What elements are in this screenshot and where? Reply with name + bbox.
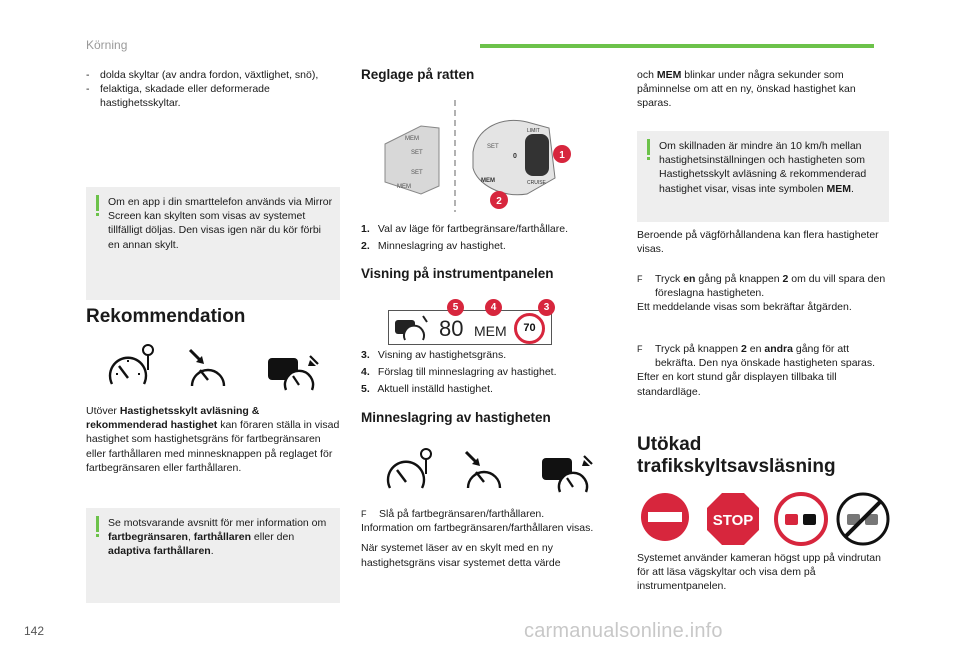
callout-3: 3 <box>538 299 555 316</box>
list-item: 2. Minneslagring av hastighet. <box>361 240 506 253</box>
list-item: - felaktiga, skadade eller deformerade hastighetsskyltar. <box>86 83 270 110</box>
heading-reglage: Reglage på ratten <box>361 67 475 82</box>
svg-text:STOP: STOP <box>712 512 754 529</box>
svg-text:2: 2 <box>496 196 502 207</box>
svg-text:SET: SET <box>487 144 499 150</box>
speed-limit-sign: 70 <box>514 313 545 344</box>
set-speed: 80 <box>439 316 464 341</box>
section-title: Körning <box>86 38 128 52</box>
svg-text:MEM: MEM <box>397 184 411 190</box>
svg-text:MEM: MEM <box>405 136 419 142</box>
svg-text:SET: SET <box>411 170 423 176</box>
svg-text:SET: SET <box>411 150 423 156</box>
info-icon <box>96 516 99 532</box>
camera-paragraph: Systemet använder kameran högst upp på vindrutan för att läsa vägskyltar och visa dem på instrumentpanelen. <box>637 552 881 593</box>
list-item: F Tryck på knappen 2 en andra gång för att bekräfta. Den nya önskade hastigheten sparas. <box>637 343 876 370</box>
stop-sign-icon <box>706 492 760 546</box>
end-no-overtaking-sign-icon <box>836 492 890 546</box>
stalk-legend <box>361 222 621 253</box>
confirm-speed-steps: F Tryck på knappen 2 en andra gång för att bekräfta. Den nya önskade hastigheten sparas. Efter en kort stund går displayen tillbaka till standardläge. <box>637 342 889 399</box>
svg-text:LIMIT: LIMIT <box>527 128 540 134</box>
note-mirror-screen: Om en app i din smarttelefon används via Mirror Screen kan skylten som visas av systemet tillfälligt döljas. Den visas igen när du kör förbi en annan skylt. <box>86 187 340 300</box>
svg-text:1: 1 <box>559 150 565 161</box>
adaptive-cruise-icon <box>540 452 596 494</box>
display-legend <box>361 348 621 397</box>
heading-rekommendation: Rekommendation <box>86 306 246 327</box>
section-accent-bar <box>480 44 874 48</box>
heading-utokad: Utökad trafikskyltsavsläsning <box>637 434 836 477</box>
page-number: 142 <box>24 624 45 638</box>
list-item: 4. Förslag till minneslagring av hastighet. <box>361 366 557 379</box>
no-overtaking-sign-icon <box>774 492 828 546</box>
steering-stalk-illustration <box>377 98 573 214</box>
speedometer-arrow-icon <box>186 348 236 390</box>
speedometer-memory-icon <box>104 344 166 390</box>
info-icon <box>647 139 650 155</box>
note-difference: Om skillnaden är mindre än 10 km/h mellan hastighetsinställningen och hastigheten som Hastighetsskylt avläsning & rekommenderad hastighet visar, visas inte symbolen MEM. <box>637 131 889 222</box>
heading-visning: Visning på instrumentpanelen <box>361 266 554 281</box>
mem-blink-paragraph: och MEM blinkar under några sekunder som påminnelse om att en ny, önskad hastighet kan sparas. <box>637 69 856 110</box>
cruise-car-icon <box>393 314 429 342</box>
list-item: - dolda skyltar (av andra fordon, växtlighet, snö), <box>86 69 319 81</box>
note-see-section: Se motsvarande avsnitt för mer information om fartbegränsaren, farthållaren eller den adaptiva farthållaren. <box>86 508 340 603</box>
memory-steps: F Slå på fartbegränsaren/farthållaren. Information om fartbegränsaren/farthållaren visas. När systemet läser av en skylt med en ny hastighetsgräns visar systemet detta värde <box>361 507 621 570</box>
speedometer-memory-icon <box>384 448 444 492</box>
svg-text:MEM: MEM <box>481 178 495 184</box>
hidden-signs-list <box>86 68 340 111</box>
speedometer-arrow-icon <box>462 450 512 492</box>
info-icon <box>96 195 99 211</box>
heading-minneslagring: Minneslagring av hastigheten <box>361 410 551 425</box>
watermark: carmanualsonline.info <box>524 620 723 642</box>
adaptive-cruise-icon <box>266 352 322 392</box>
callout-5: 5 <box>447 299 464 316</box>
recommendation-paragraph: Utöver Hastighetsskylt avläsning & rekommenderad hastighet kan föraren ställa in visad hastighet som hastighetsgräns för fartbegränsaren eller farthållaren med minnesknappen på reglaget för fartbegränsaren eller farthållaren. <box>86 405 340 474</box>
list-item: 1. Val av läge för fartbegränsare/farthållare. <box>361 223 568 235</box>
mem-label: MEM <box>474 323 507 339</box>
callout-4: 4 <box>485 299 502 316</box>
road-conditions-paragraph: Beroende på vägförhållandena kan flera hastigheter visas. <box>637 229 879 256</box>
list-item: F Slå på fartbegränsaren/farthållaren. <box>361 508 545 520</box>
list-item: 3. Visning av hastighetsgräns. <box>361 349 507 361</box>
list-item: F Tryck en gång på knappen 2 om du vill spara den föreslagna hastigheten. <box>637 273 886 300</box>
svg-text:0: 0 <box>513 153 517 160</box>
list-item: 5. Aktuell inställd hastighet. <box>361 383 493 396</box>
svg-text:CRUISE: CRUISE <box>527 180 546 186</box>
instrument-display <box>388 310 552 345</box>
no-entry-sign-icon <box>640 492 690 542</box>
save-speed-steps: F Tryck en gång på knappen 2 om du vill spara den föreslagna hastigheten. Ett meddelande visas som bekräftar åtgärden. <box>637 272 889 315</box>
